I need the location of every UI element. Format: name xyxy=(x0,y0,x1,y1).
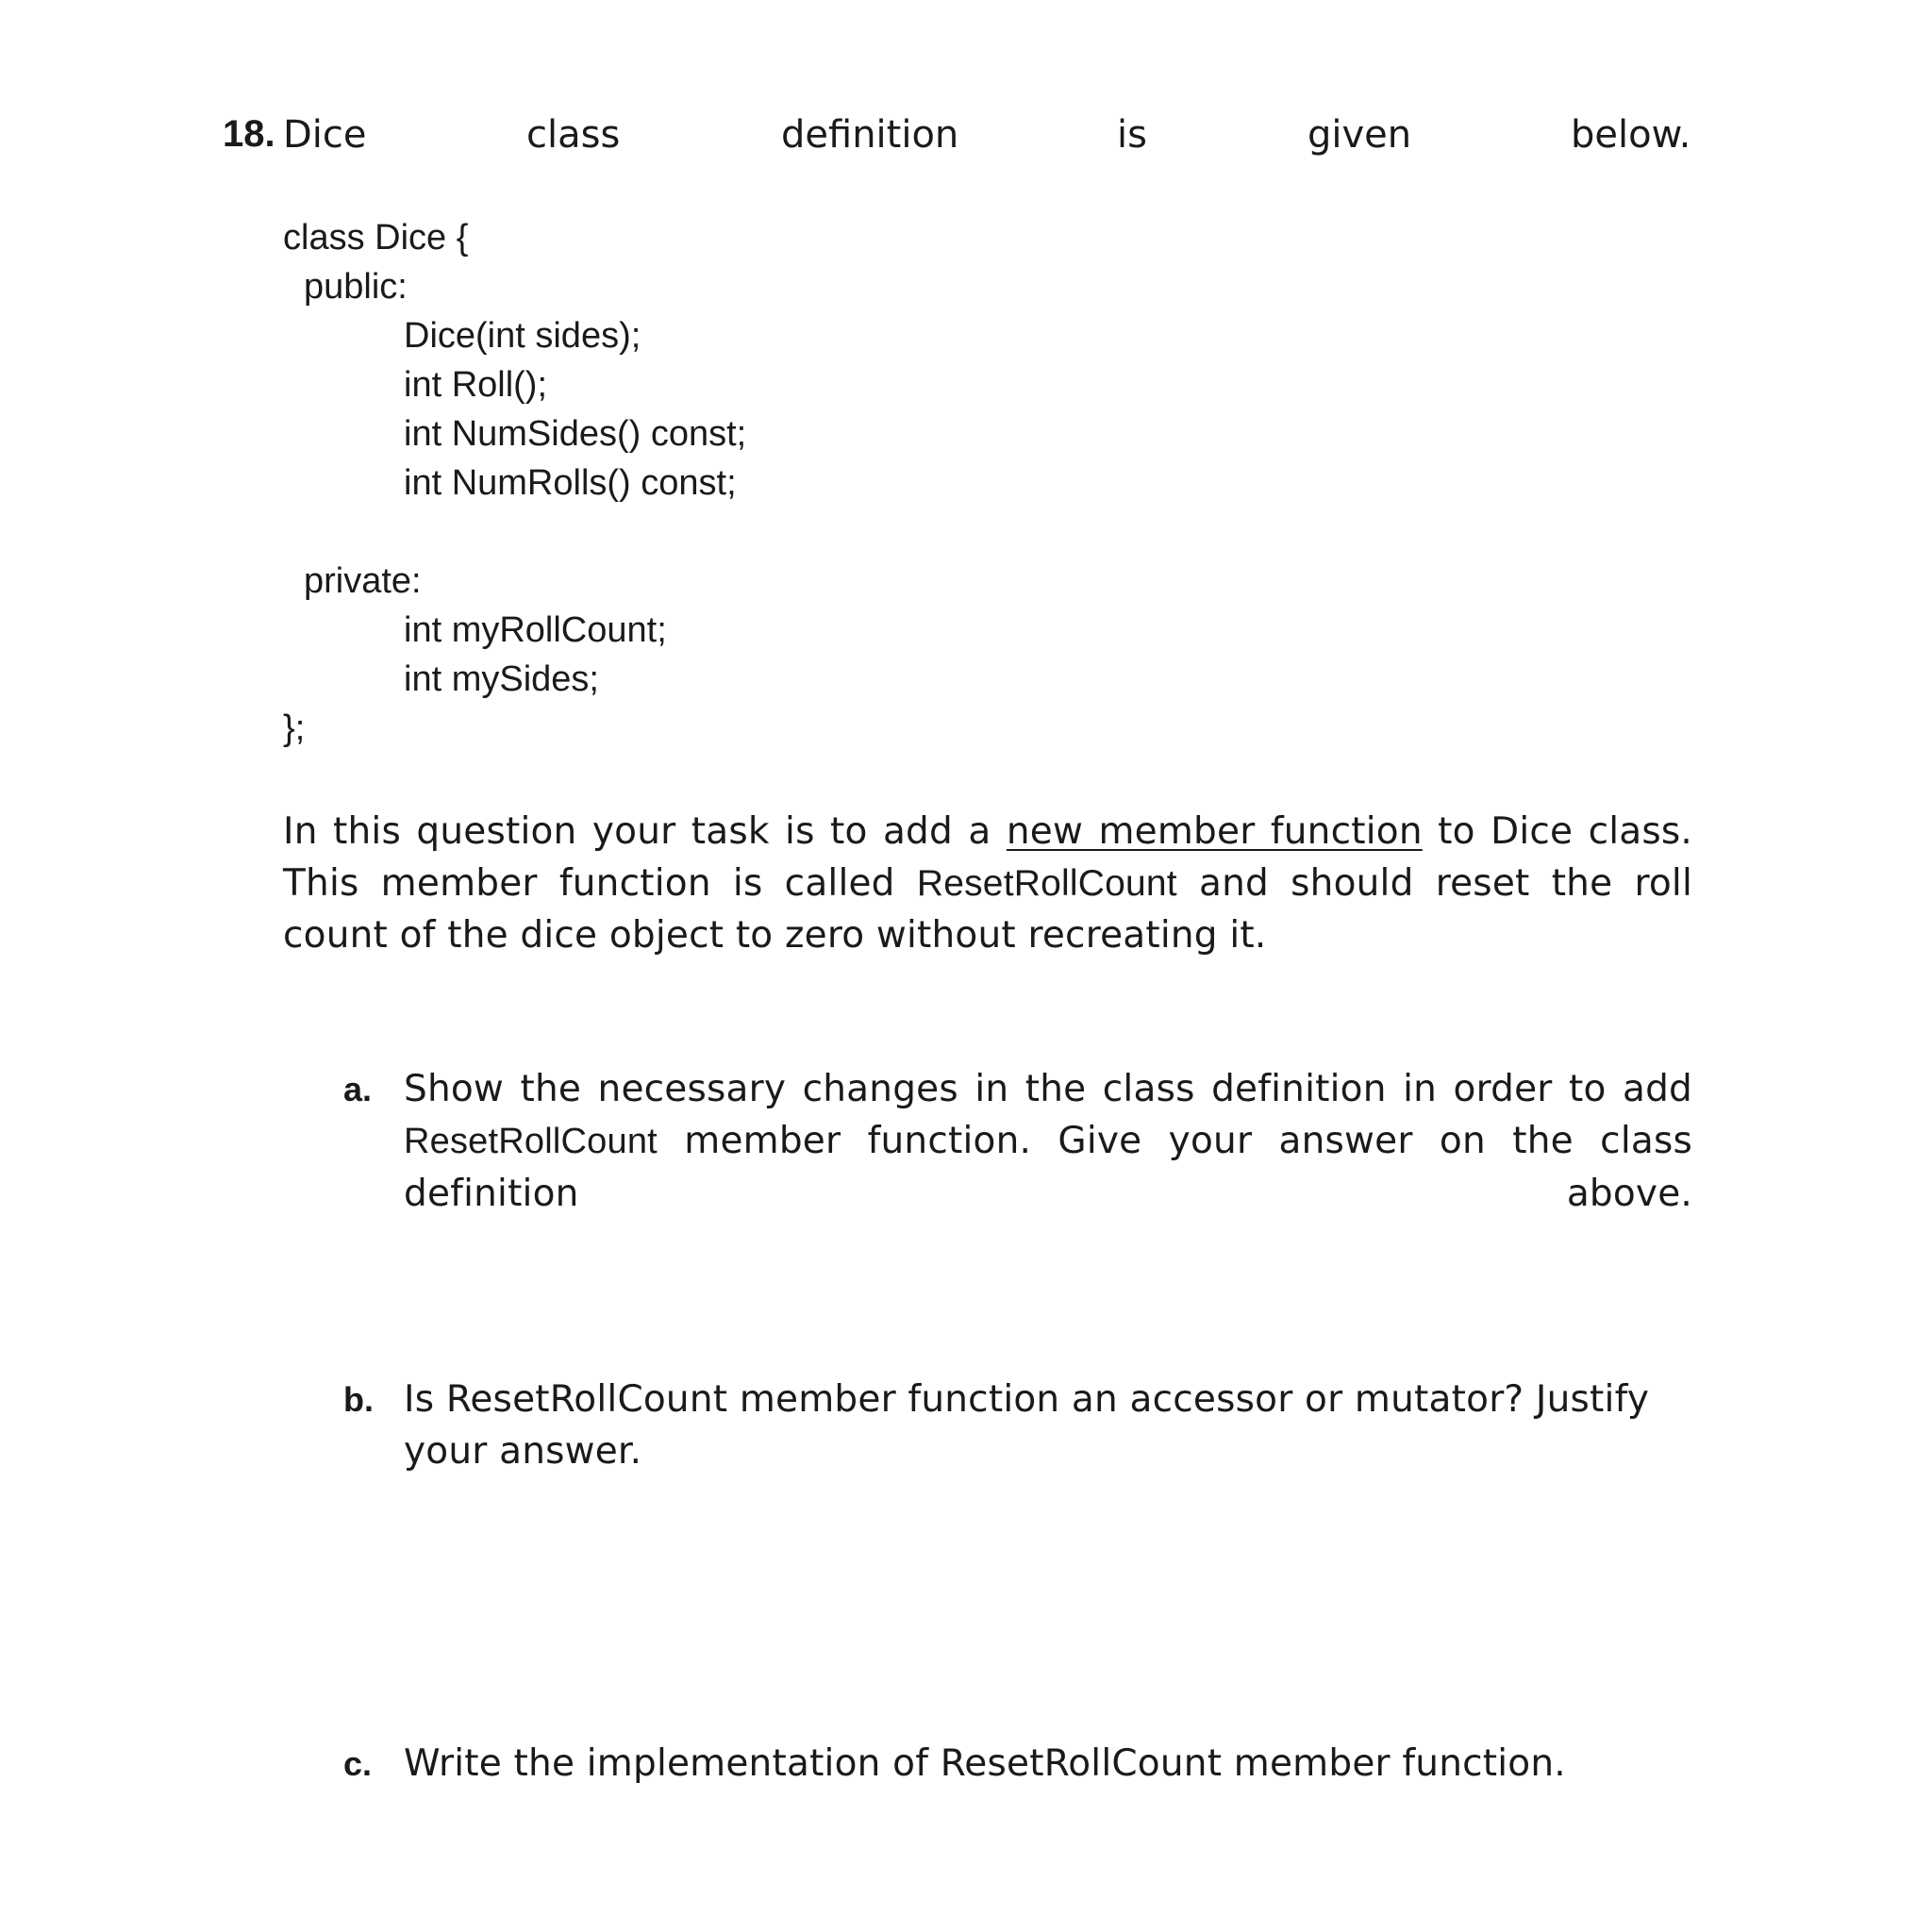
sub-a-line-3-left: definition xyxy=(404,1173,579,1215)
header-word-3: definition xyxy=(781,113,959,157)
task-paragraph xyxy=(283,806,1692,961)
code-line: Dice(int sides); xyxy=(404,316,641,356)
sub-a-line-2-rest: member function. Give your answer on the class xyxy=(657,1120,1692,1162)
header-word-5: given xyxy=(1307,113,1412,157)
sub-question-a-letter: a. xyxy=(343,1070,373,1108)
sub-question-c-letter: c. xyxy=(343,1744,373,1783)
sub-a-line-3 xyxy=(404,1168,1692,1220)
sub-b-line-1: Is ResetRollCount member function an accessor or mutator? Justify xyxy=(404,1378,1650,1421)
code-line: private: xyxy=(304,561,422,601)
paragraph-text: to Dice class. This member function is called xyxy=(283,810,1693,905)
code-line: int Roll(); xyxy=(404,365,548,405)
header-word-6: below. xyxy=(1571,113,1691,157)
sub-c-line-1: Write the implementation of ResetRollCount member function. xyxy=(404,1742,1566,1785)
code-line: int mySides; xyxy=(404,659,599,699)
code-line: }; xyxy=(283,708,306,748)
sub-question-b-text xyxy=(404,1374,1692,1477)
code-line: int NumSides() const; xyxy=(404,414,747,454)
code-line: int NumRolls() const; xyxy=(404,463,737,503)
sub-a-line-3-right: above. xyxy=(1566,1173,1692,1215)
underlined-phrase: new member function xyxy=(1006,810,1423,853)
code-line: int myRollCount; xyxy=(404,610,667,650)
code-line: public: xyxy=(304,267,408,307)
paragraph-text: In this question your task is to add a xyxy=(283,810,1007,853)
paragraph-text: and should reset the roll count of the dice object to zero without recreating it. xyxy=(283,862,1692,957)
code-line: class Dice { xyxy=(283,218,469,258)
header-word-4: is xyxy=(1117,113,1147,157)
function-name: ResetRollCount xyxy=(404,1122,658,1161)
question-number: 18. xyxy=(223,113,275,155)
sub-b-line-2: your answer. xyxy=(404,1430,642,1473)
header-word-1: Dice xyxy=(283,113,367,157)
sub-a-line-2 xyxy=(404,1115,1692,1168)
header-word-2: class xyxy=(526,113,621,157)
function-name: ResetRollCount xyxy=(916,863,1177,904)
sub-question-a-text xyxy=(404,1063,1692,1220)
sub-question-b-letter: b. xyxy=(343,1380,374,1419)
sub-question-c-text xyxy=(404,1738,1692,1790)
sub-a-line-1: Show the necessary changes in the class definition in order to add xyxy=(404,1068,1692,1110)
